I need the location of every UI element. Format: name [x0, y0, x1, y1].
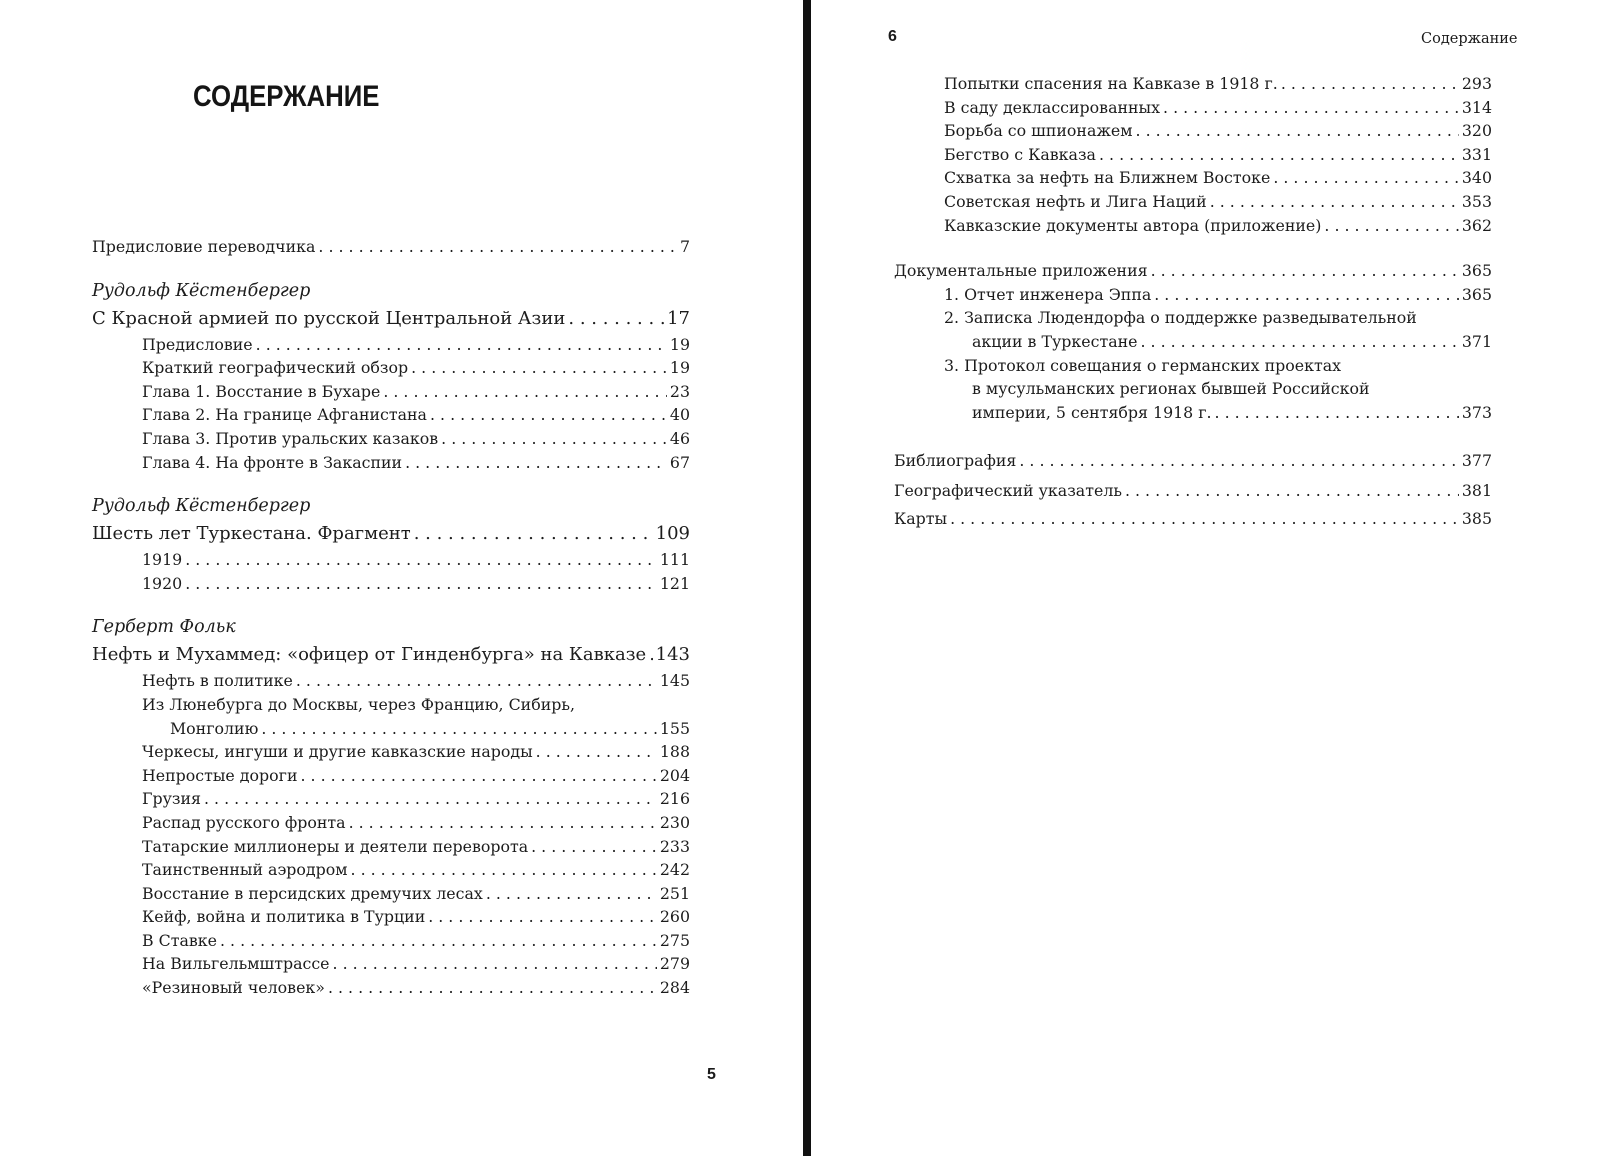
toc-entry[interactable] — [944, 166, 1492, 190]
entry-title: Таинственный аэродром — [142, 860, 348, 880]
entry-title: империи, 5 сентября 1918 г. — [972, 402, 1212, 422]
toc-entry-line[interactable]: Из Люнебурга до Москвы, через Францию, Сибирь, — [142, 694, 575, 714]
toc-entry[interactable] — [92, 976, 690, 1000]
toc-entry-work[interactable] — [92, 520, 690, 548]
toc-entry[interactable] — [944, 190, 1492, 214]
entry-page: 371 — [1461, 331, 1492, 351]
entry-page: 242 — [659, 860, 690, 880]
entry-page: 230 — [659, 812, 690, 832]
entry-title: 1. Отчет инженера Эппа — [944, 284, 1152, 304]
entry-page: 320 — [1461, 121, 1492, 141]
book-gutter — [803, 0, 811, 1156]
toc-entry[interactable] — [92, 669, 690, 693]
toc-entry[interactable] — [944, 214, 1492, 238]
entry-title: Схватка за нефть на Ближнем Востоке — [944, 168, 1271, 188]
entry-page: 143 — [655, 644, 690, 666]
toc-list-right — [894, 72, 1492, 532]
toc-entry-bibliography[interactable] — [894, 446, 1492, 476]
entry-page: 216 — [659, 789, 690, 809]
entry-title: Библиография — [894, 451, 1017, 471]
entry-page: 40 — [669, 405, 690, 425]
entry-title: Глава 1. Восстание в Бухаре — [142, 381, 381, 401]
entry-title: Краткий географический обзор — [142, 358, 409, 378]
toc-entry[interactable] — [92, 380, 690, 404]
toc-entry[interactable] — [92, 427, 690, 451]
toc-entry[interactable] — [92, 572, 690, 596]
entry-page: 23 — [669, 381, 690, 401]
toc-entry[interactable] — [944, 96, 1492, 120]
entry-page: 251 — [659, 883, 690, 903]
toc-entry[interactable] — [92, 333, 690, 357]
entry-page: 145 — [659, 671, 690, 691]
running-head: Содержание — [1421, 31, 1518, 47]
toc-entry-maps[interactable] — [894, 506, 1492, 532]
entry-page: 19 — [669, 358, 690, 378]
entry-title: Нефть в политике — [142, 671, 293, 691]
entry-page: 260 — [659, 907, 690, 927]
toc-entry-preface[interactable] — [92, 235, 690, 259]
entry-page: 365 — [1461, 261, 1492, 281]
toc-entry-geo-index[interactable] — [894, 476, 1492, 506]
toc-entry[interactable] — [92, 929, 690, 953]
entry-page: 284 — [659, 978, 690, 998]
entry-page: 293 — [1461, 74, 1492, 93]
toc-entry-work[interactable] — [92, 305, 690, 333]
entry-title: Непростые дороги — [142, 765, 298, 785]
toc-entry[interactable] — [944, 119, 1492, 143]
toc-list-left — [92, 235, 690, 1000]
entry-title: Карты — [894, 509, 948, 529]
entry-page: 233 — [659, 836, 690, 856]
entry-page: 204 — [659, 765, 690, 785]
entry-page: 331 — [1461, 144, 1492, 164]
entry-page: 17 — [667, 307, 690, 329]
toc-entry[interactable] — [92, 882, 690, 906]
entry-title: Нефть и Мухаммед: «офицер от Гинденбурга» на Кавказе — [92, 644, 647, 666]
entry-title: «Резиновый человек» — [142, 978, 325, 998]
entry-title: Борьба со шпионажем — [944, 121, 1133, 141]
entry-title: 1919 — [142, 550, 183, 570]
entry-title: Шесть лет Туркестана. Фрагмент — [92, 523, 411, 545]
toc-entry-appendix[interactable] — [894, 259, 1492, 283]
entry-title: Попытки спасения на Кавказе в 1918 г. — [944, 74, 1278, 93]
toc-title: СОДЕРЖАНИЕ — [193, 80, 380, 113]
toc-entry[interactable] — [92, 451, 690, 475]
toc-entry-line[interactable]: 2. Записка Людендорфа о поддержке разведывательной — [944, 308, 1417, 328]
entry-page: 111 — [659, 550, 690, 570]
toc-entry[interactable] — [92, 740, 690, 764]
toc-entry[interactable] — [92, 858, 690, 882]
entry-title: Документальные приложения — [894, 261, 1148, 281]
toc-entry[interactable] — [92, 835, 690, 859]
entry-title: С Красной армией по русской Центральной Азии — [92, 307, 566, 329]
entry-page: 279 — [659, 954, 690, 974]
toc-entry[interactable] — [92, 787, 690, 811]
entry-title: акции в Туркестане — [972, 331, 1138, 351]
entry-page: 314 — [1461, 97, 1492, 117]
entry-title: Глава 4. На фронте в Закаспии — [142, 452, 403, 472]
author-name: Рудольф Кёстенбергер — [92, 496, 311, 517]
entry-title: Грузия — [142, 789, 201, 809]
entry-page: 365 — [1461, 284, 1492, 304]
toc-entry[interactable] — [894, 330, 1492, 354]
entry-title: Бегство с Кавказа — [944, 144, 1096, 164]
entry-page: 155 — [659, 718, 690, 738]
toc-entry-line[interactable]: в мусульманских регионах бывшей Российской — [972, 379, 1370, 399]
entry-page: 275 — [659, 930, 690, 950]
entry-page: 188 — [659, 742, 690, 762]
entry-title: Татарские миллионеры и деятели переворота — [142, 836, 529, 856]
page-number: 5 — [707, 1066, 716, 1083]
entry-title: Восстание в персидских дремучих лесах — [142, 883, 483, 903]
entry-title: Кавказские документы автора (приложение) — [944, 215, 1322, 235]
entry-page: 373 — [1461, 402, 1492, 422]
entry-page: 362 — [1461, 215, 1492, 235]
entry-page: 353 — [1461, 191, 1492, 211]
entry-page: 121 — [659, 573, 690, 593]
entry-title: Монголию — [170, 718, 259, 738]
toc-entry[interactable] — [92, 548, 690, 572]
entry-title: Глава 3. Против уральских казаков — [142, 428, 439, 448]
entry-page: 67 — [669, 452, 690, 472]
toc-entry[interactable] — [944, 72, 1492, 96]
entry-page: 381 — [1461, 481, 1492, 501]
toc-entry[interactable] — [92, 764, 690, 788]
toc-entry[interactable] — [92, 717, 690, 741]
entry-title: Предисловие — [142, 334, 253, 354]
entry-title: 1920 — [142, 573, 183, 593]
toc-entry[interactable] — [944, 143, 1492, 167]
toc-entry[interactable] — [92, 403, 690, 427]
entry-title: Глава 2. На границе Афганистана — [142, 405, 427, 425]
entry-title: Предисловие переводчика — [92, 237, 316, 256]
entry-page: 109 — [655, 523, 690, 545]
entry-page: 377 — [1461, 451, 1492, 471]
toc-entry[interactable] — [92, 811, 690, 835]
toc-entry-work[interactable] — [92, 641, 690, 669]
author-name: Герберт Фольк — [92, 617, 236, 638]
entry-title: Кейф, война и политика в Турции — [142, 907, 426, 927]
toc-entry[interactable] — [894, 283, 1492, 307]
entry-title: Распад русского фронта — [142, 812, 346, 832]
continued-group — [894, 72, 1492, 237]
entry-title: Черкесы, ингуши и другие кавказские народы — [142, 742, 533, 762]
toc-entry[interactable] — [894, 401, 1492, 425]
entry-title: В Ставке — [142, 930, 217, 950]
entry-title: В саду деклассированных — [944, 97, 1161, 117]
page-number: 6 — [888, 28, 897, 45]
entry-page: 46 — [669, 428, 690, 448]
toc-entry[interactable] — [92, 356, 690, 380]
entry-title: Советская нефть и Лига Наций — [944, 191, 1207, 211]
entry-page: 385 — [1461, 509, 1492, 529]
toc-entry-line[interactable]: 3. Протокол совещания о германских проектах — [944, 355, 1342, 375]
toc-entry[interactable] — [92, 905, 690, 929]
entry-page: 340 — [1461, 168, 1492, 188]
entry-page: 7 — [679, 237, 690, 256]
author-name: Рудольф Кёстенбергер — [92, 280, 311, 301]
entry-page: 19 — [669, 334, 690, 354]
entry-title: Географический указатель — [894, 481, 1122, 501]
toc-entry[interactable] — [92, 952, 690, 976]
entry-title: На Вильгельмштрассе — [142, 954, 330, 974]
